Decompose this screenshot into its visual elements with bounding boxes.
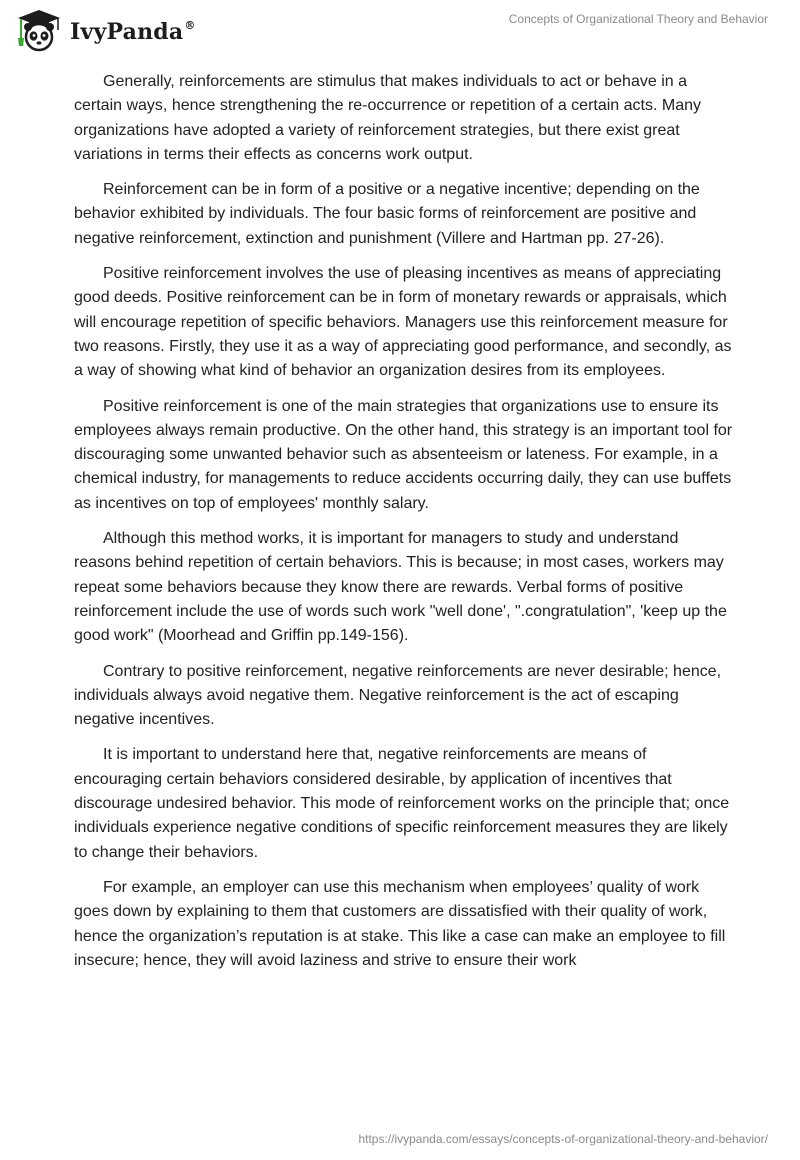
panda-graduate-icon xyxy=(14,8,64,52)
brand-logo[interactable] xyxy=(14,8,196,52)
paragraph-3: Positive reinforcement involves the use of pleasing incentives as means of appreciating good deeds. Positive reinforcement can be in form of monetary rewards or appraisals, which will encourage repetition of specific behaviors. Managers use this reinforcement measure for two reasons. Firstly, they use it as a way of appreciating good performance, and secondly, as a way of showing what kind of behavior an organization desires from its employees. xyxy=(74,265,732,380)
page-header xyxy=(0,0,800,60)
paragraph-7: It is important to understand here that, negative reinforcements are means of encouraging certain behaviors considered desirable, by application of incentives that discourage undesired behavior. This mode of reinforcement works on the principle that; once individuals experience negative conditions of specific reinforcement measures they are likely to change their behaviors. xyxy=(74,746,730,861)
paragraph-8: For example, an employer can use this mechanism when employees’ quality of work goes down by explaining to them that customers are dissatisfied with their quality of work, hence the organization’s reputation is at stake. This like a case can make an employee to fill insecure; hence, they will avoid laziness and strive to ensure their work xyxy=(74,878,726,969)
document-title: Concepts of Organizational Theory and Behavior xyxy=(508,12,768,26)
paragraph-5: Although this method works, it is important for managers to study and understand reasons behind repetition of certain behaviors. This is because; in most cases, workers may repeat some behaviors because they know there are rewards. Verbal forms of positive reinforcement include the use of words such work "well done', ".congratulation", 'keep up the good work" (Moorhead and Griffin pp.149-156). xyxy=(74,530,727,645)
source-url[interactable]: https://ivypanda.com/essays/concepts-of-organizational-theory-and-behavior/ xyxy=(358,1132,768,1146)
paragraph-4: Positive reinforcement is one of the main strategies that organizations use to ensure its employees always remain productive. On the other hand, this strategy is an important tool for discouraging some unwanted behavior such as absenteeism or lateness. For example, in a chemical industry, for managements to reduce accidents occurring daily, they can use buffets as incentives on top of employees' monthly salary. xyxy=(74,397,733,512)
paragraph-1: Generally, reinforcements are stimulus that makes individuals to act or behave in a certain ways, hence strengthening the re-occurrence or repetition of a certain acts. Many organizations have adopted a variety of reinforcement strategies, but there exist great variations in terms their effects as concerns work output. xyxy=(74,73,701,163)
brand-name: IvyPanda® xyxy=(70,18,196,45)
essay-body xyxy=(74,70,734,984)
paragraph-2: Reinforcement can be in form of a positive or a negative incentive; depending on the behavior exhibited by individuals. The four basic forms of reinforcement are positive and negative reinforcement, extinction and punishment (Villere and Hartman pp. 27-26). xyxy=(74,181,700,247)
paragraph-6: Contrary to positive reinforcement, negative reinforcements are never desirable; hence, individuals always avoid negative them. Negative reinforcement is the act of escaping negative incentives. xyxy=(74,662,722,729)
